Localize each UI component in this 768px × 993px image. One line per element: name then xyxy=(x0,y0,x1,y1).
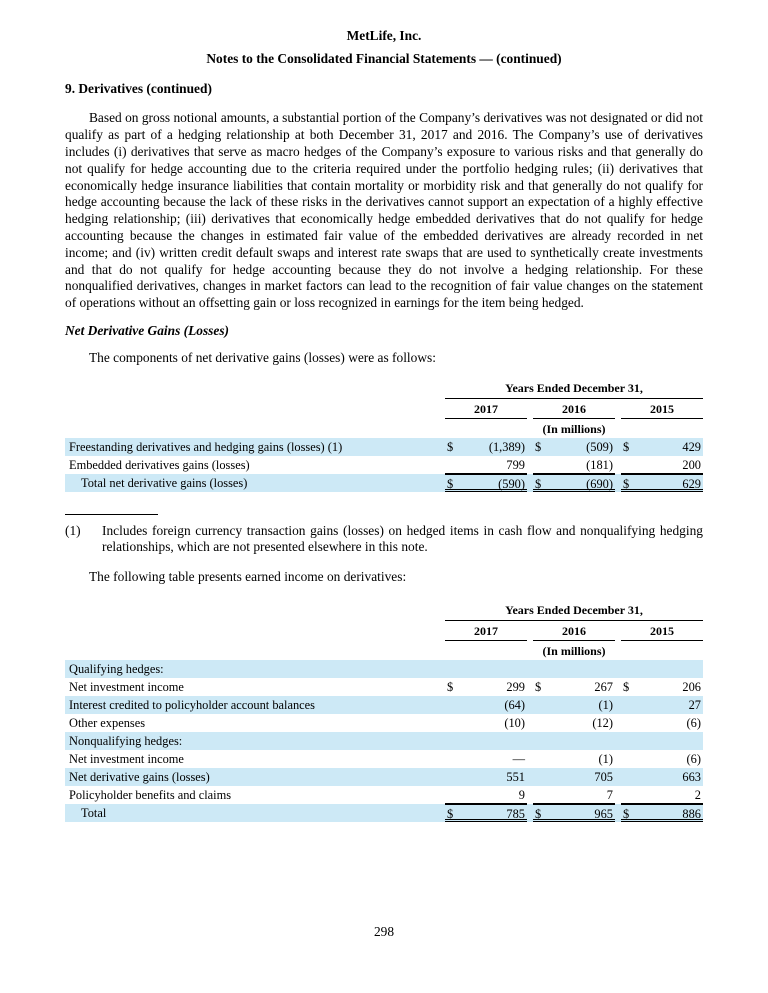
cell-value: (10) xyxy=(504,715,525,730)
currency-symbol xyxy=(445,732,461,750)
row-label: Embedded derivatives gains (losses) xyxy=(69,457,250,472)
value-group xyxy=(533,768,615,786)
currency-symbol xyxy=(621,732,637,750)
year-2017-header: 2017 xyxy=(445,400,527,419)
row-label: Total xyxy=(81,805,107,820)
value-group xyxy=(445,456,527,474)
currency-symbol xyxy=(533,732,549,750)
footnote-marker: (1) xyxy=(65,522,81,538)
value-group xyxy=(533,804,615,822)
value-group xyxy=(445,768,527,786)
table-row xyxy=(65,750,703,768)
cell-value: (12) xyxy=(592,715,613,730)
value-group xyxy=(445,804,527,822)
cell-value: 629 xyxy=(682,476,701,491)
value-group xyxy=(533,474,615,492)
cell-value: (1) xyxy=(598,751,613,766)
table-row xyxy=(65,456,703,474)
value-group xyxy=(533,456,615,474)
table-section-row xyxy=(65,660,703,678)
cell-value xyxy=(461,732,527,750)
row-label: Freestanding derivatives and hedging gains (losses) (1) xyxy=(69,439,343,454)
value-group xyxy=(533,678,615,696)
section-heading: 9. Derivatives (continued) xyxy=(65,80,212,96)
cell-value: 551 xyxy=(506,769,525,784)
currency-symbol xyxy=(533,786,549,803)
currency-symbol: $ xyxy=(535,806,542,821)
years-ended-header: Years Ended December 31, xyxy=(445,381,703,399)
row-label: Policyholder benefits and claims xyxy=(69,787,232,802)
cell-value xyxy=(549,660,615,678)
footnote-text: Includes foreign currency transaction gains (losses) on hedged items in cash flow and nonqualifying hedging relationships, which are not presented elsewhere in this note. xyxy=(102,522,703,555)
currency-symbol xyxy=(621,696,637,714)
cell-value: 429 xyxy=(682,439,701,454)
value-group xyxy=(621,804,703,822)
table-row xyxy=(65,768,703,786)
cell-value: 2 xyxy=(694,787,701,802)
value-group xyxy=(533,732,615,750)
value-group xyxy=(445,438,527,456)
currency-symbol xyxy=(533,660,549,678)
cell-value: (509) xyxy=(586,439,613,454)
value-group xyxy=(621,438,703,456)
value-group xyxy=(445,750,527,768)
table-total-row xyxy=(65,804,703,822)
cell-value: 299 xyxy=(506,679,525,694)
table-total-row xyxy=(65,474,703,492)
units-header: (In millions) xyxy=(542,421,606,436)
table-header xyxy=(65,381,703,436)
table1-leadin: The components of net derivative gains (losses) were as follows: xyxy=(89,349,436,365)
currency-symbol xyxy=(533,714,549,732)
cell-value: 663 xyxy=(682,769,701,784)
currency-symbol: $ xyxy=(623,439,630,454)
year-2015-header: 2015 xyxy=(621,400,703,419)
value-group xyxy=(533,438,615,456)
cell-value: — xyxy=(512,751,525,766)
value-group xyxy=(621,456,703,474)
row-label: Qualifying hedges: xyxy=(69,661,164,676)
currency-symbol: $ xyxy=(447,476,454,491)
row-label: Nonqualifying hedges: xyxy=(69,733,183,748)
cell-value: (1,389) xyxy=(488,439,525,454)
row-label: Net derivative gains (losses) xyxy=(69,769,210,784)
currency-symbol: $ xyxy=(447,679,454,694)
years-ended-header: Years Ended December 31, xyxy=(445,603,703,621)
value-group xyxy=(621,750,703,768)
year-2017-header: 2017 xyxy=(445,622,527,641)
year-2016-header: 2016 xyxy=(533,400,615,419)
row-label: Other expenses xyxy=(69,715,146,730)
currency-symbol xyxy=(621,660,637,678)
cell-value: (181) xyxy=(586,457,613,472)
table-section-row xyxy=(65,732,703,750)
value-group xyxy=(445,474,527,492)
value-group xyxy=(621,660,703,678)
subsection-heading: Net Derivative Gains (Losses) xyxy=(65,322,230,338)
page-number: 298 xyxy=(373,924,395,940)
intro-paragraph: Based on gross notional amounts, a substantial portion of the Company’s derivatives was not designated or did not qualify as part of a hedging relationship at both December 31, 2017 and 2016. The Company’s use of derivatives includes (i) derivatives that serve as macro hedges of the Company’s exposure to various risks and that generally do not qualify for hedge accounting due to the criteria required under the portfolio hedging rules; (ii) derivatives that economically hedge insurance liabilities that contain mortality or morbidity risk and that generally do not qualify for hedge accounting because the lack of these risks in the derivatives cannot support an expectation of a highly effective hedging relationship; (iii) derivatives that economically hedge embedded derivatives that do not qualify for hedge accounting because the changes in estimated fair value of the embedded derivatives are already recorded in net income; and (iv) written credit default swaps and interest rate swaps that are used to synthetically create investments and that do not qualify for hedge accounting because they do not involve a hedging relationship. For these nonqualified derivatives, changes in market factors can lead to the recognition of fair value changes on the statement of operations without an offsetting gain or loss recognized in earnings for the item being hedged. xyxy=(65,110,703,311)
footnote-divider xyxy=(65,514,158,515)
currency-symbol: $ xyxy=(623,476,630,491)
currency-symbol xyxy=(445,714,461,732)
currency-symbol xyxy=(621,786,637,803)
row-label: Interest credited to policyholder account balances xyxy=(69,697,315,712)
cell-value: 9 xyxy=(518,787,525,802)
cell-value xyxy=(549,732,615,750)
table-header xyxy=(65,603,703,658)
currency-symbol: $ xyxy=(623,806,630,821)
earned-income-table xyxy=(65,603,703,822)
cell-value: 27 xyxy=(688,697,701,712)
row-label: Net investment income xyxy=(69,751,184,766)
value-group xyxy=(445,660,527,678)
value-group xyxy=(445,786,527,804)
cell-value: 7 xyxy=(606,787,613,802)
units-header: (In millions) xyxy=(542,643,606,658)
value-group xyxy=(621,732,703,750)
currency-symbol: $ xyxy=(447,439,454,454)
currency-symbol: $ xyxy=(623,679,630,694)
table-row xyxy=(65,714,703,732)
value-group xyxy=(621,768,703,786)
cell-value: 206 xyxy=(682,679,701,694)
cell-value: (1) xyxy=(598,697,613,712)
currency-symbol xyxy=(621,714,637,732)
value-group xyxy=(445,732,527,750)
currency-symbol xyxy=(621,456,637,473)
cell-value: 785 xyxy=(506,806,525,821)
company-name: MetLife, Inc. xyxy=(346,28,422,43)
currency-symbol xyxy=(445,456,461,473)
cell-value: 799 xyxy=(506,457,525,472)
table-row xyxy=(65,696,703,714)
cell-value: (6) xyxy=(686,751,701,766)
currency-symbol: $ xyxy=(447,806,454,821)
cell-value xyxy=(461,660,527,678)
currency-symbol: $ xyxy=(535,439,542,454)
currency-symbol xyxy=(445,696,461,714)
value-group xyxy=(621,474,703,492)
cell-value: 200 xyxy=(682,457,701,472)
cell-value: 705 xyxy=(594,769,613,784)
cell-value: (690) xyxy=(586,476,613,491)
table-row xyxy=(65,438,703,456)
currency-symbol xyxy=(445,768,461,786)
value-group xyxy=(621,714,703,732)
year-2016-header: 2016 xyxy=(533,622,615,641)
row-label: Total net derivative gains (losses) xyxy=(81,475,248,490)
year-2015-header: 2015 xyxy=(621,622,703,641)
currency-symbol xyxy=(533,456,549,473)
value-group xyxy=(445,696,527,714)
value-group xyxy=(621,678,703,696)
value-group xyxy=(533,696,615,714)
value-group xyxy=(533,714,615,732)
cell-value: (590) xyxy=(498,476,525,491)
table-row xyxy=(65,678,703,696)
document-title: Notes to the Consolidated Financial Statements — (continued) xyxy=(206,50,562,66)
cell-value: 965 xyxy=(594,806,613,821)
currency-symbol xyxy=(445,786,461,803)
value-group xyxy=(445,678,527,696)
table2-leadin: The following table presents earned income on derivatives: xyxy=(89,569,407,585)
row-label: Net investment income xyxy=(69,679,184,694)
value-group xyxy=(621,696,703,714)
currency-symbol xyxy=(533,768,549,786)
cell-value: 267 xyxy=(594,679,613,694)
currency-symbol: $ xyxy=(535,476,542,491)
cell-value: 886 xyxy=(682,806,701,821)
value-group xyxy=(533,786,615,804)
value-group xyxy=(533,660,615,678)
currency-symbol: $ xyxy=(535,679,542,694)
currency-symbol xyxy=(621,768,637,786)
footnote xyxy=(65,523,703,557)
currency-symbol xyxy=(533,696,549,714)
currency-symbol xyxy=(445,750,461,768)
cell-value xyxy=(637,732,703,750)
net-derivative-gains-table xyxy=(65,381,703,492)
cell-value xyxy=(637,660,703,678)
cell-value: (6) xyxy=(686,715,701,730)
table-row xyxy=(65,786,703,804)
currency-symbol xyxy=(533,750,549,768)
value-group xyxy=(621,786,703,804)
currency-symbol xyxy=(445,660,461,678)
cell-value: (64) xyxy=(504,697,525,712)
currency-symbol xyxy=(621,750,637,768)
value-group xyxy=(533,750,615,768)
value-group xyxy=(445,714,527,732)
